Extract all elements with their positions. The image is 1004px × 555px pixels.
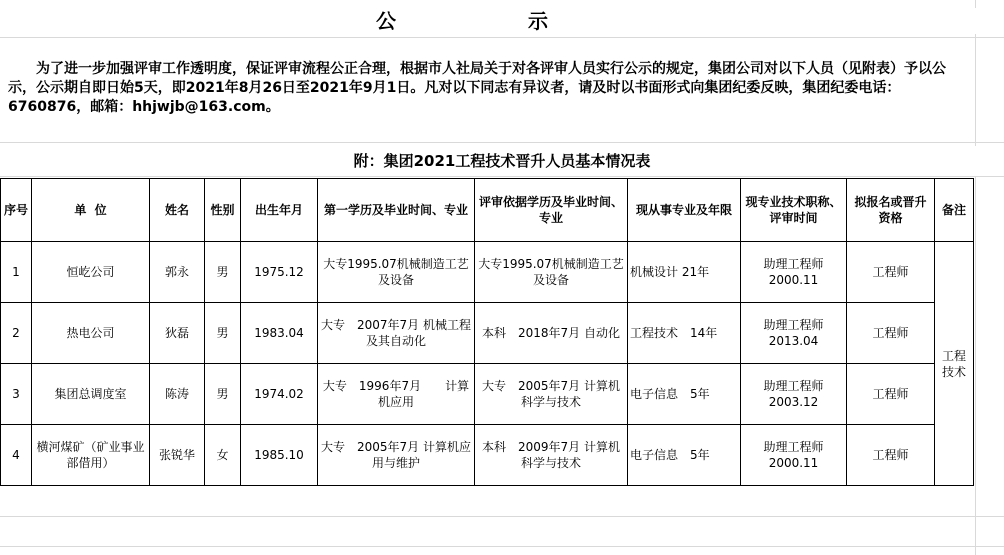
header-name: 姓名 [150, 179, 205, 242]
table-row [1, 303, 974, 364]
cell-major-years: 电子信息 5年 [628, 364, 741, 425]
cell-birth: 1985.10 [241, 425, 318, 486]
gridline [0, 176, 1004, 177]
cell-name: 郭永 [150, 242, 205, 303]
cell-major-years: 机械设计 21年 [628, 242, 741, 303]
cell-first-edu: 大专1995.07机械制造工艺及设备 [318, 242, 475, 303]
cell-first-edu: 大专 2005年7月 计算机应用与维护 [318, 425, 475, 486]
cell-birth: 1983.04 [241, 303, 318, 364]
cell-unit: 横河煤矿（矿业事业部借用） [32, 425, 150, 486]
header-major-years: 现从事专业及年限 [628, 179, 741, 242]
cell-apply: 工程师 [847, 364, 935, 425]
cell-apply: 工程师 [847, 303, 935, 364]
cell-unit: 热电公司 [32, 303, 150, 364]
cell-gender: 男 [205, 364, 241, 425]
notice-text: 为了进一步加强评审工作透明度，保证评审流程公正合理，根据市人社局关于对各评审人员实行公示的规定，集团公司对以下人员（见附表）予以公示，公示期自即日始5天，即2021年8月26日至2021年9月1日。凡对以下同志有异议者，请及时以书面形式向集团纪委反映，集团纪委电话：6760876，邮箱：hhjwjb@163.com。 [8, 61, 946, 115]
header-first-edu: 第一学历及毕业时间、专业 [318, 179, 475, 242]
cell-title-time: 助理工程师 2003.12 [741, 364, 847, 425]
cell-no: 4 [1, 425, 32, 486]
header-birth: 出生年月 [241, 179, 318, 242]
gridline [0, 142, 1004, 143]
cell-name: 狄磊 [150, 303, 205, 364]
notice-title: 公 示 [0, 8, 980, 34]
annex-title: 附：集团2021工程技术晋升人员基本情况表 [0, 146, 1004, 176]
cell-apply: 工程师 [847, 242, 935, 303]
header-title-time: 现专业技术职称、评审时间 [741, 179, 847, 242]
cell-review-edu: 大专1995.07机械制造工艺及设备 [475, 242, 628, 303]
table-row [1, 425, 974, 486]
cell-apply: 工程师 [847, 425, 935, 486]
cell-unit: 集团总调度室 [32, 364, 150, 425]
gridline [0, 37, 1004, 38]
table-row [1, 242, 974, 303]
header-no: 序号 [1, 179, 32, 242]
header-note: 备注 [935, 179, 974, 242]
cell-name: 张锐华 [150, 425, 205, 486]
header-review-edu: 评审依据学历及毕业时间、专业 [475, 179, 628, 242]
cell-review-edu: 本科 2018年7月 自动化 [475, 303, 628, 364]
cell-birth: 1975.12 [241, 242, 318, 303]
cell-birth: 1974.02 [241, 364, 318, 425]
cell-no: 2 [1, 303, 32, 364]
cell-title-time: 助理工程师 2000.11 [741, 425, 847, 486]
cell-review-edu: 大专 2005年7月 计算机科学与技术 [475, 364, 628, 425]
gridline [0, 546, 1004, 547]
cell-no: 1 [1, 242, 32, 303]
cell-first-edu: 大专 2007年7月 机械工程及其自动化 [318, 303, 475, 364]
cell-gender: 男 [205, 303, 241, 364]
gridline [0, 516, 1004, 517]
cell-review-edu: 本科 2009年7月 计算机科学与技术 [475, 425, 628, 486]
table-row [1, 364, 974, 425]
cell-title-time: 助理工程师 2013.04 [741, 303, 847, 364]
cell-no: 3 [1, 364, 32, 425]
notice-body [0, 40, 972, 140]
header-unit: 单 位 [32, 179, 150, 242]
cell-unit: 恒屹公司 [32, 242, 150, 303]
gridline [975, 0, 976, 555]
table-header-row [1, 179, 974, 242]
header-gender: 性别 [205, 179, 241, 242]
personnel-table [0, 178, 974, 486]
cell-major-years: 工程技术 14年 [628, 303, 741, 364]
header-apply: 拟报名或晋升资格 [847, 179, 935, 242]
cell-gender: 男 [205, 242, 241, 303]
cell-gender: 女 [205, 425, 241, 486]
cell-note: 工程技术 [935, 242, 974, 486]
cell-name: 陈涛 [150, 364, 205, 425]
cell-title-time: 助理工程师 2000.11 [741, 242, 847, 303]
cell-major-years: 电子信息 5年 [628, 425, 741, 486]
cell-first-edu: 大专 1996年7月 计算机应用 [318, 364, 475, 425]
